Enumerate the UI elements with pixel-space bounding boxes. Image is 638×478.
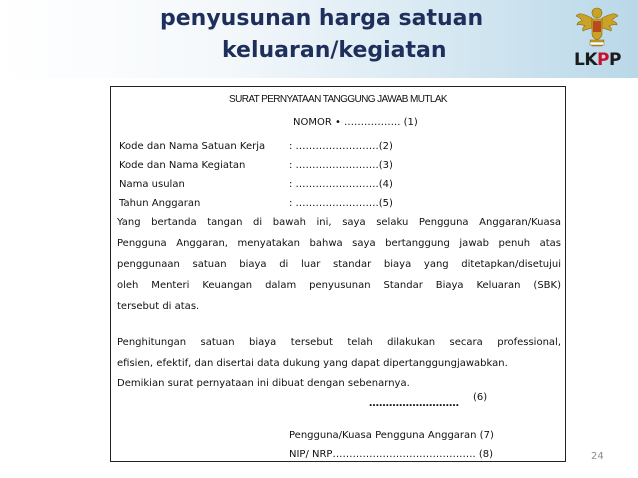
statement-document xyxy=(110,86,566,462)
field-value-satuan-kerja: : …………………….(2) xyxy=(289,141,393,152)
closing-statement: Demikian surat pernyataan ini dibuat dengan sebenarnya. xyxy=(117,378,410,389)
statement-line-5: tersebut di atas. xyxy=(117,301,200,312)
field-value-kegiatan: : …………………….(3) xyxy=(289,160,393,171)
slide-title-line2: keluaran/kegiatan xyxy=(222,38,447,63)
lkpp-logo: LKPP xyxy=(574,50,621,70)
field-label-tahun-anggaran: Tahun Anggaran xyxy=(119,198,201,209)
signatory-role: Pengguna/Kuasa Pengguna Anggaran (7) xyxy=(289,430,494,441)
slide-title-line1: penyusunan harga satuan xyxy=(160,6,484,31)
signature-date-number: (6) xyxy=(473,392,488,403)
statement-line-2: Pengguna Anggaran, menyatakan bahwa saya bertanggung jawab penuh atas xyxy=(117,238,561,249)
signature-date-placeholder: ……………………… xyxy=(369,398,459,409)
field-value-tahun-anggaran: : …………………….(5) xyxy=(289,198,393,209)
signatory-nip: NIP/ NRP……………………………………. (8) xyxy=(289,449,493,460)
statement-line-1: Yang bertanda tangan di bawah ini, saya selaku Pengguna Anggaran/Kuasa xyxy=(117,217,561,228)
document-number: NOMOR • …………….. (1) xyxy=(293,117,418,128)
statement-line-3: penggunaan satuan biaya di luar standar biaya yang ditetapkan/disetujui xyxy=(117,259,561,270)
garuda-emblem-icon xyxy=(574,4,620,50)
field-value-nama-usulan: : …………………….(4) xyxy=(289,179,393,190)
field-label-satuan-kerja: Kode dan Nama Satuan Kerja xyxy=(119,141,266,152)
page-number: 24 xyxy=(591,451,604,462)
statement-line-4: oleh Menteri Keuangan dalam penyusunan Standar Biaya Keluaran (SBK) xyxy=(117,280,561,291)
calculation-line-2: efisien, efektif, dan disertai data dukung yang dapat dipertanggungjawabkan. xyxy=(117,358,508,369)
field-label-nama-usulan: Nama usulan xyxy=(119,179,185,190)
calculation-line-1: Penghitungan satuan biaya tersebut telah dilakukan secara professional, xyxy=(117,337,561,348)
document-heading: SURAT PERNYATAAN TANGGUNG JAWAB MUTLAK xyxy=(229,94,447,105)
field-label-kegiatan: Kode dan Nama Kegiatan xyxy=(119,160,246,171)
